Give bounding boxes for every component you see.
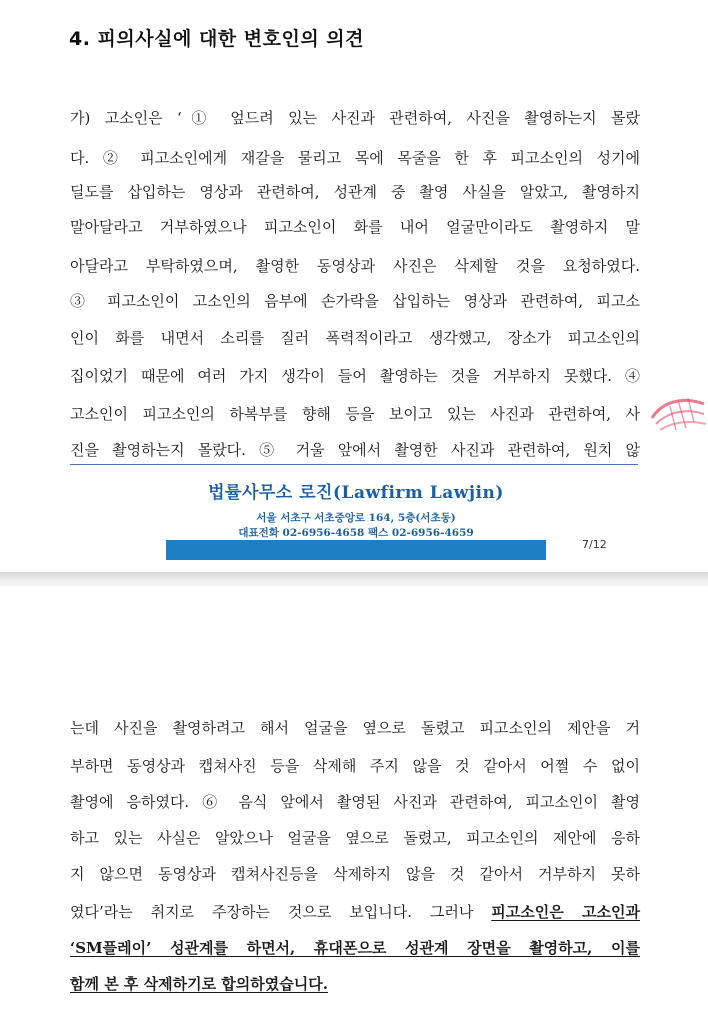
seal-stamp-icon (648, 392, 708, 436)
body-line: 딜도를 삽입하는 영상과 관련하여, 성관계 중 촬영 사실을 알았고, 촬영하지 (70, 183, 640, 201)
firm-name: 법률사무소 로진(Lawfirm Lawjin) (208, 483, 504, 503)
body-line: 하고 있는 사실은 알았으나 얼굴을 옆으로 돌렸고, 피고소인의 제안에 응하 (70, 829, 640, 847)
body-line (70, 902, 640, 922)
body-line: ③ 피고소인이 고소인의 음부에 손가락을 삽입하는 영상과 관련하여, 피고소 (70, 292, 640, 310)
body-line: 가) 고소인은 ‘① 엎드려 있는 사진과 관련하여, 사진을 촬영하는지 몰랐 (70, 109, 640, 127)
document-page-8 (0, 586, 708, 1031)
letterhead (166, 478, 546, 541)
section-heading: 4. 피의사실에 대한 변호인의 의견 (69, 28, 364, 50)
firm-phone: 대표전화 02-6956-4658 팩스 02-6956-4659 (238, 527, 474, 539)
body-line: 는데 사진을 촬영하려고 해서 얼굴을 옆으로 돌렸고 피고소인의 제안을 거 (70, 719, 640, 737)
body-line: 다. ② 피고소인에게 재갈을 물리고 목에 목줄을 한 후 피고소인의 성기에 (70, 149, 640, 167)
emphasized-line: 함께 본 후 삭제하기로 합의하였습니다. (70, 975, 328, 993)
body-line: 인이 화를 내면서 소리를 질러 폭력적이라고 생각했고, 장소가 피고소인의 (70, 329, 640, 347)
emphasized-text: 피고소인은 고소인과 (491, 903, 640, 921)
body-line: 고소인이 피고소인의 하복부를 향해 등을 보이고 있는 사진과 관련하여, 사 (70, 405, 640, 423)
body-text: 였다’라는 취지로 주장하는 것으로 보입니다. 그러나 (70, 903, 492, 921)
body-line: 부하면 동영상과 캡쳐사진 등을 삭제해 주지 않을 것 같아서 어쩔 수 없이 (70, 757, 640, 775)
body-line: 촬영에 응하였다. ⑥ 음식 앞에서 촬영된 사진과 관련하여, 피고소인이 촬영 (70, 793, 640, 811)
body-line: 말아달라고 거부하였으나 피고소인이 화를 내어 얼굴만이라도 촬영하지 말 (70, 218, 640, 236)
emphasized-line: ‘SM플레이’ 성관계를 하면서, 휴대폰으로 성관계 장면을 촬영하고, 이를 (70, 939, 640, 957)
body-line: 지 않으면 동영상과 캡쳐사진등을 삭제하지 않을 것 같아서 거부하지 못하 (70, 865, 640, 883)
page-separator (0, 572, 708, 586)
body-line: 진을 촬영하는지 몰랐다. ⑤ 거울 앞에서 촬영한 사진과 관련하여, 원치 않 (70, 441, 640, 459)
body-line: 집이었기 때문에 여러 가지 생각이 들어 촬영하는 것을 거부하지 못했다. ④ (70, 367, 640, 385)
firm-address: 서울 서초구 서초중앙로 164, 5층(서초동) (256, 512, 456, 524)
body-line: 아달라고 부탁하였으며, 촬영한 동영상과 사진은 삭제할 것을 요청하였다. (70, 257, 640, 275)
letterhead-divider (70, 464, 638, 465)
letterhead-bar (166, 540, 546, 560)
page-number: 7/12 (582, 538, 607, 551)
